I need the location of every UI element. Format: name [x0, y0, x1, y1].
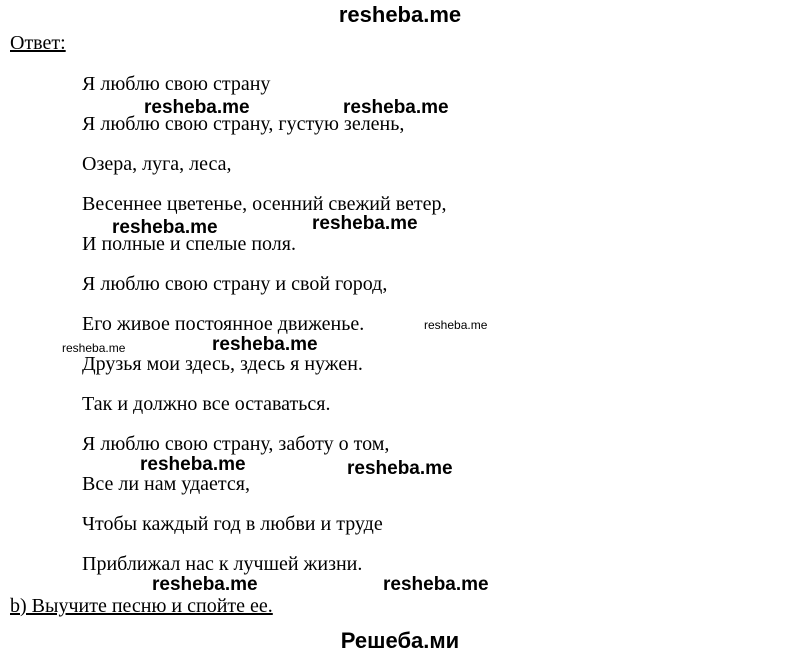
poem-line: И полные и спелые поля.	[82, 233, 296, 255]
watermark: resheba.me	[144, 97, 250, 118]
task-b-instruction: b) Выучите песню и спойте ее.	[10, 595, 273, 617]
watermark: resheba.me	[312, 213, 418, 234]
watermark: resheba.me	[112, 217, 218, 238]
watermark: resheba.me	[343, 97, 449, 118]
footer-label: Решеба.ми	[340, 628, 460, 653]
poem-line: Я люблю свою страну и свой город,	[82, 273, 388, 295]
answer-label: Ответ:	[10, 32, 66, 54]
poem-line: Его живое постоянное движенье.	[82, 313, 365, 335]
watermark: resheba.me	[347, 458, 453, 479]
poem-line: Весеннее цветенье, осенний свежий ветер,	[82, 193, 447, 215]
watermark: resheba.me	[212, 334, 318, 355]
watermark: resheba.me	[424, 318, 488, 332]
poem-line: Чтобы каждый год в любви и труде	[82, 513, 383, 535]
poem-line: Я люблю свою страну	[82, 73, 271, 95]
poem-line: Я люблю свою страну, заботу о том,	[82, 433, 390, 455]
watermark: resheba.me	[383, 574, 489, 595]
poem-line: Все ли нам удается,	[82, 473, 250, 495]
watermark: resheba.me	[140, 454, 246, 475]
site-header: resheba.me	[338, 2, 462, 27]
poem-line: Приближал нас к лучшей жизни.	[82, 553, 363, 575]
poem-line: Друзья мои здесь, здесь я нужен.	[82, 353, 363, 375]
watermark: resheba.me	[152, 574, 258, 595]
poem-line: Я люблю свою страну, густую зелень,	[82, 113, 405, 135]
poem-line: Озера, луга, леса,	[82, 153, 232, 175]
poem-line: Так и должно все оставаться.	[82, 393, 331, 415]
watermark: resheba.me	[62, 341, 126, 355]
